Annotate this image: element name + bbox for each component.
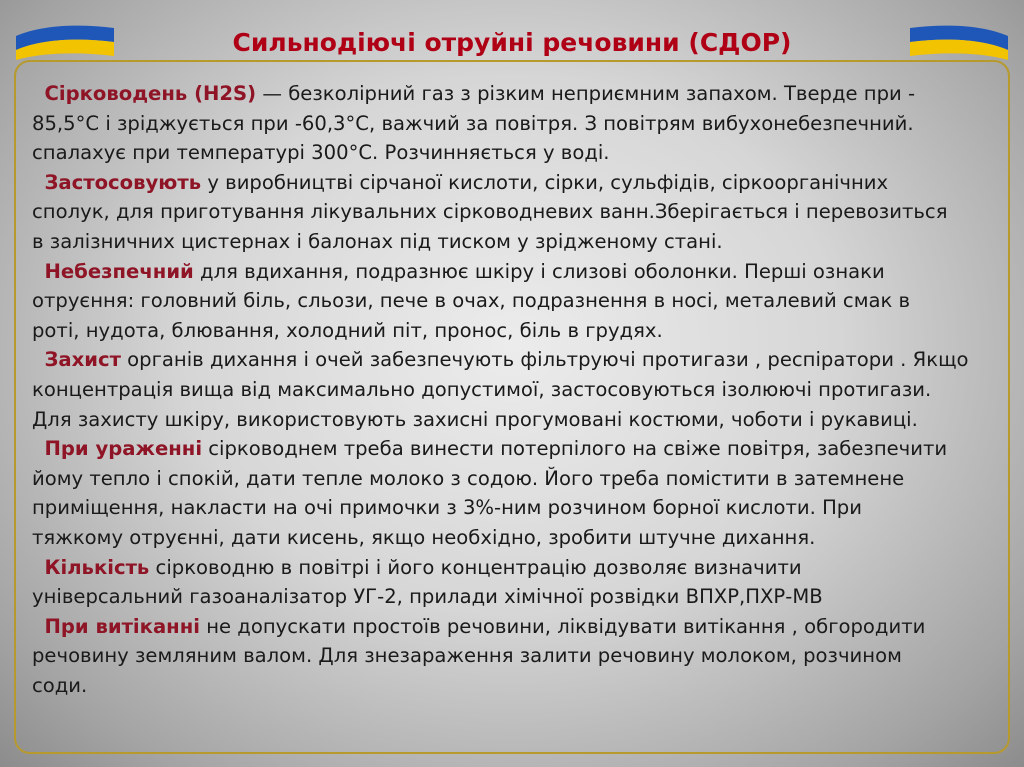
body-line (32, 168, 992, 198)
keyword-label: При витіканні (44, 614, 200, 638)
body-text: у виробництві сірчаної кислоти, сірки, сульфідів, сіркоорганічних (201, 170, 889, 194)
body-line (32, 345, 992, 375)
body-text: сірководню в повітрі і його концентрацію дозволяє визначити (149, 555, 802, 579)
body-text: 85,5°С і зріджується при -60,3°С, важчий за повітря. З повітрям вибухонебезпечний. (32, 111, 914, 135)
body-text: в залізничних цистернах і балонах під тиском у зрідженому стані. (32, 229, 723, 253)
body-line (32, 79, 992, 109)
body-line (32, 316, 992, 346)
body-line (32, 257, 992, 287)
body-text: отруєння: головний біль, сльози, пече в очах, подразнення в носі, металевий смак в (32, 289, 911, 313)
body-text: органів дихання і очей забезпечують фільтруючі протигази , респіратори . Якщо (120, 348, 969, 372)
body-line (32, 493, 992, 523)
body-line (32, 464, 992, 494)
body-line (32, 286, 992, 316)
body-text: — безколірний газ з різким неприємним запахом. Тверде при - (256, 82, 916, 105)
body-text: роті, нудота, блювання, холодний піт, пронос, біль в грудях. (32, 318, 663, 342)
body-line (32, 138, 992, 168)
body-line (32, 523, 992, 553)
keyword-label: Сірководень (H2S) (44, 82, 257, 105)
body-line (32, 582, 992, 612)
body-line (32, 197, 992, 227)
body-text: речовину земляним валом. Для знезараження залити речовину молоком, розчином (32, 644, 902, 668)
keyword-label: Кількість (44, 555, 150, 579)
body-line (32, 405, 992, 435)
body-line (32, 375, 992, 405)
body-text: спалахує при температурі 300°С. Розчинняється у воді. (32, 141, 610, 165)
body-text: сполук, для приготування лікувальних сірководневих ванн.Зберігається і перевозиться (32, 200, 948, 224)
keyword-label: Застосовують (44, 170, 202, 194)
keyword-label: Небезпечний (44, 259, 194, 283)
body-text: для вдихання, подразнює шкіру і слизові оболонки. Перші ознаки (193, 259, 885, 283)
keyword-label: Захист (44, 348, 121, 372)
body-text: йому тепло і спокій, дати тепле молоко з содою. Його треба помістити в затемнене (32, 466, 905, 490)
slide-title: Сильнодіючі отруйні речовини (СДОР) (232, 28, 792, 57)
body-line (32, 641, 992, 671)
slide-body (32, 79, 992, 700)
body-line (32, 109, 992, 139)
body-text: концентрація вища від максимально допустимої, застосовуються ізолюючі протигази. (32, 377, 932, 401)
body-line (32, 612, 992, 642)
body-text: сірководнем треба винести потерпілого на свіже повітря, забезпечити (202, 437, 948, 461)
body-line (32, 227, 992, 257)
body-text: Для захисту шкіру, використовують захисні прогумовані костюми, чоботи і рукавиці. (32, 407, 918, 431)
body-text: приміщення, накласти на очі примочки з 3%-ним розчином борної кислоти. При (32, 496, 862, 520)
body-line (32, 671, 992, 701)
body-text: універсальний газоаналізатор УГ-2, прилади хімічної розвідки ВПХР,ПХР-МВ (32, 585, 823, 609)
body-line (32, 434, 992, 464)
body-text: соди. (32, 673, 88, 697)
keyword-label: При ураженні (44, 437, 203, 461)
body-text: тяжкому отруєнні, дати кисень, якщо необхідно, зробити штучне дихання. (32, 525, 816, 549)
body-text: не допускати простоїв речовини, ліквідувати витікання , обгородити (199, 614, 926, 638)
body-line (32, 553, 992, 583)
